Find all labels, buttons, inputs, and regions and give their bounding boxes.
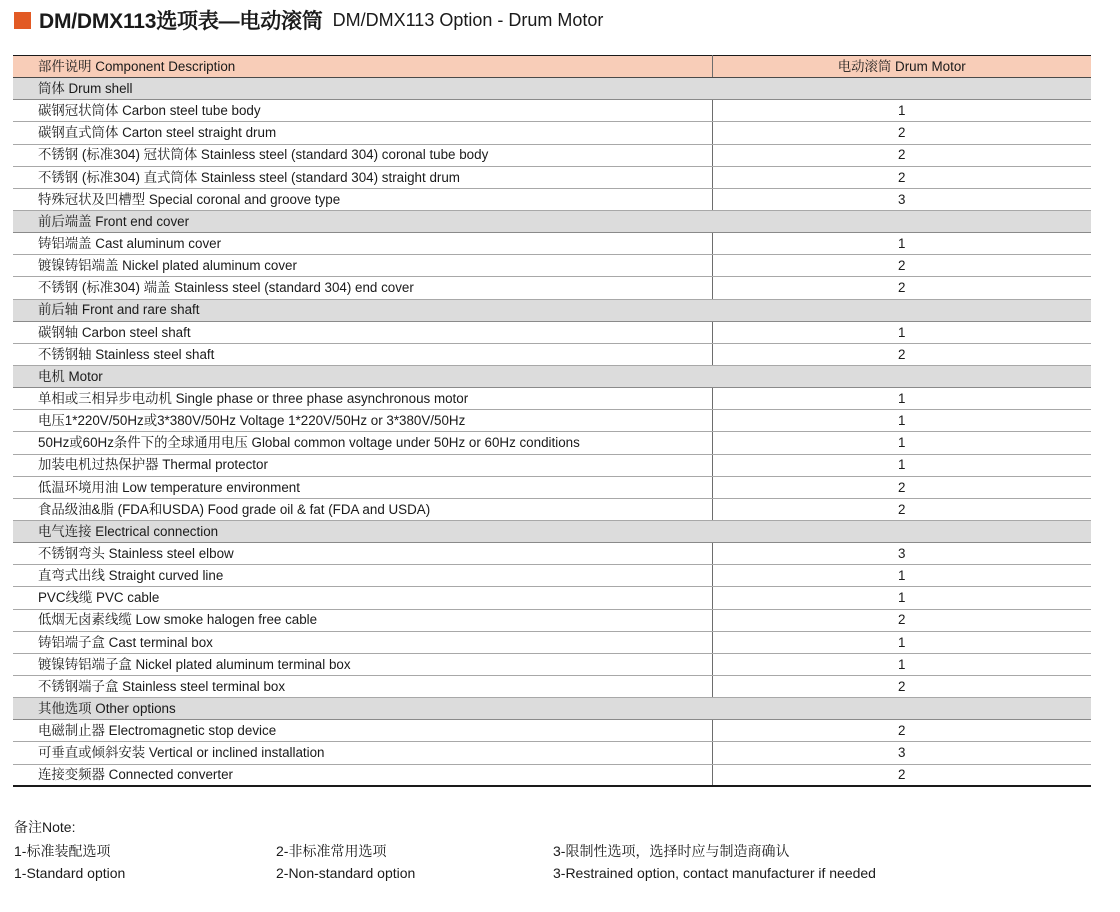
component-description: 直弯式出线 Straight curved line xyxy=(13,565,712,587)
option-level: 1 xyxy=(712,587,1091,609)
table-row xyxy=(13,321,1091,343)
note-item-3 xyxy=(553,840,876,884)
header-description: 部件说明 Component Description xyxy=(13,56,712,78)
table-row xyxy=(13,277,1091,299)
component-description: 食品级油&脂 (FDA和USDA) Food grade oil & fat (FDA and USDA) xyxy=(13,498,712,520)
option-level: 2 xyxy=(712,277,1091,299)
option-level: 1 xyxy=(712,233,1091,255)
note-2-en: 2-Non-standard option xyxy=(276,865,416,881)
title-accent-square xyxy=(14,12,31,29)
option-level: 2 xyxy=(712,166,1091,188)
option-level: 1 xyxy=(712,100,1091,122)
component-description: 不锈钢弯头 Stainless steel elbow xyxy=(13,543,712,565)
table-row xyxy=(13,144,1091,166)
option-level: 1 xyxy=(712,432,1091,454)
page-title xyxy=(14,7,603,33)
section-row xyxy=(13,78,1091,100)
table-row xyxy=(13,675,1091,697)
table-row xyxy=(13,587,1091,609)
table-row xyxy=(13,454,1091,476)
title-english: DM/DMX113 Option - Drum Motor xyxy=(332,9,604,30)
section-empty-cell xyxy=(712,365,1091,387)
options-table xyxy=(13,55,1091,787)
table-row xyxy=(13,653,1091,675)
component-description: 镀镍铸铝端盖 Nickel plated aluminum cover xyxy=(13,255,712,277)
section-row xyxy=(13,365,1091,387)
component-description: 50Hz或60Hz条件下的全球通用电压 Global common voltage under 50Hz or 60Hz conditions xyxy=(13,432,712,454)
section-title: 电气连接 Electrical connection xyxy=(13,520,712,542)
section-empty-cell xyxy=(712,520,1091,542)
option-level: 2 xyxy=(712,144,1091,166)
section-title: 筒体 Drum shell xyxy=(13,78,712,100)
section-row xyxy=(13,520,1091,542)
component-description: 低烟无卤素线缆 Low smoke halogen free cable xyxy=(13,609,712,631)
notes-title: 备注Note: xyxy=(14,819,76,835)
section-empty-cell xyxy=(712,78,1091,100)
option-level: 3 xyxy=(712,543,1091,565)
options-table-container xyxy=(13,55,1091,787)
option-level: 1 xyxy=(712,388,1091,410)
option-level: 1 xyxy=(712,631,1091,653)
component-description: 镀镍铸铝端子盒 Nickel plated aluminum terminal box xyxy=(13,653,712,675)
section-row xyxy=(13,210,1091,232)
section-empty-cell xyxy=(712,698,1091,720)
component-description: 加装电机过热保护器 Thermal protector xyxy=(13,454,712,476)
table-row xyxy=(13,388,1091,410)
header-drum-motor: 电动滚筒 Drum Motor xyxy=(712,56,1091,78)
component-description: 不锈钢 (标准304) 端盖 Stainless steel (standard 304) end cover xyxy=(13,277,712,299)
table-row xyxy=(13,188,1091,210)
note-item-2 xyxy=(276,840,415,884)
table-header-row xyxy=(13,56,1091,78)
section-title: 电机 Motor xyxy=(13,365,712,387)
option-level: 2 xyxy=(712,343,1091,365)
table-row xyxy=(13,166,1091,188)
table-row xyxy=(13,233,1091,255)
note-1-en: 1-Standard option xyxy=(14,865,126,881)
note-1-cn: 1-标准装配选项 xyxy=(14,843,111,859)
table-row xyxy=(13,100,1091,122)
table-row xyxy=(13,122,1091,144)
table-row xyxy=(13,410,1091,432)
section-empty-cell xyxy=(712,210,1091,232)
option-level: 2 xyxy=(712,498,1091,520)
section-title: 前后端盖 Front end cover xyxy=(13,210,712,232)
section-title: 其他选项 Other options xyxy=(13,698,712,720)
component-description: 碳钢直式筒体 Carton steel straight drum xyxy=(13,122,712,144)
table-row xyxy=(13,764,1091,786)
option-level: 1 xyxy=(712,321,1091,343)
option-level: 3 xyxy=(712,742,1091,764)
table-row xyxy=(13,543,1091,565)
component-description: PVC线缆 PVC cable xyxy=(13,587,712,609)
table-row xyxy=(13,476,1091,498)
component-description: 碳钢冠状筒体 Carbon steel tube body xyxy=(13,100,712,122)
table-row xyxy=(13,498,1091,520)
section-row xyxy=(13,698,1091,720)
note-3-cn: 3-限制性选项，选择时应与制造商确认 xyxy=(553,843,790,859)
component-description: 电磁制止器 Electromagnetic stop device xyxy=(13,720,712,742)
table-row xyxy=(13,432,1091,454)
section-title: 前后轴 Front and rare shaft xyxy=(13,299,712,321)
table-row xyxy=(13,255,1091,277)
option-level: 2 xyxy=(712,476,1091,498)
component-description: 特殊冠状及凹槽型 Special coronal and groove type xyxy=(13,188,712,210)
section-empty-cell xyxy=(712,299,1091,321)
option-level: 3 xyxy=(712,188,1091,210)
option-level: 1 xyxy=(712,653,1091,675)
table-row xyxy=(13,565,1091,587)
table-row xyxy=(13,631,1091,653)
component-description: 不锈钢端子盒 Stainless steel terminal box xyxy=(13,675,712,697)
component-description: 单相或三相异步电动机 Single phase or three phase asynchronous motor xyxy=(13,388,712,410)
component-description: 连接变频器 Connected converter xyxy=(13,764,712,786)
table-row xyxy=(13,720,1091,742)
component-description: 不锈钢 (标准304) 直式筒体 Stainless steel (standard 304) straight drum xyxy=(13,166,712,188)
options-table-body xyxy=(13,56,1091,787)
note-item-1 xyxy=(14,840,125,884)
note-3-en: 3-Restrained option, contact manufacturer if needed xyxy=(553,865,876,881)
component-description: 电压1*220V/50Hz或3*380V/50Hz Voltage 1*220V/50Hz or 3*380V/50Hz xyxy=(13,410,712,432)
table-row xyxy=(13,343,1091,365)
table-row xyxy=(13,609,1091,631)
option-level: 2 xyxy=(712,122,1091,144)
option-level: 2 xyxy=(712,255,1091,277)
option-level: 2 xyxy=(712,675,1091,697)
component-description: 可垂直或倾斜安装 Vertical or inclined installation xyxy=(13,742,712,764)
option-level: 2 xyxy=(712,764,1091,786)
option-level: 2 xyxy=(712,609,1091,631)
option-level: 2 xyxy=(712,720,1091,742)
section-row xyxy=(13,299,1091,321)
option-level: 1 xyxy=(712,565,1091,587)
component-description: 不锈钢 (标准304) 冠状筒体 Stainless steel (standard 304) coronal tube body xyxy=(13,144,712,166)
component-description: 碳钢轴 Carbon steel shaft xyxy=(13,321,712,343)
component-description: 低温环境用油 Low temperature environment xyxy=(13,476,712,498)
component-description: 不锈钢轴 Stainless steel shaft xyxy=(13,343,712,365)
option-level: 1 xyxy=(712,410,1091,432)
title-chinese: DM/DMX113选项表—电动滚筒 xyxy=(39,10,323,33)
option-level: 1 xyxy=(712,454,1091,476)
component-description: 铸铝端盖 Cast aluminum cover xyxy=(13,233,712,255)
note-2-cn: 2-非标准常用选项 xyxy=(276,843,387,859)
table-row xyxy=(13,742,1091,764)
component-description: 铸铝端子盒 Cast terminal box xyxy=(13,631,712,653)
